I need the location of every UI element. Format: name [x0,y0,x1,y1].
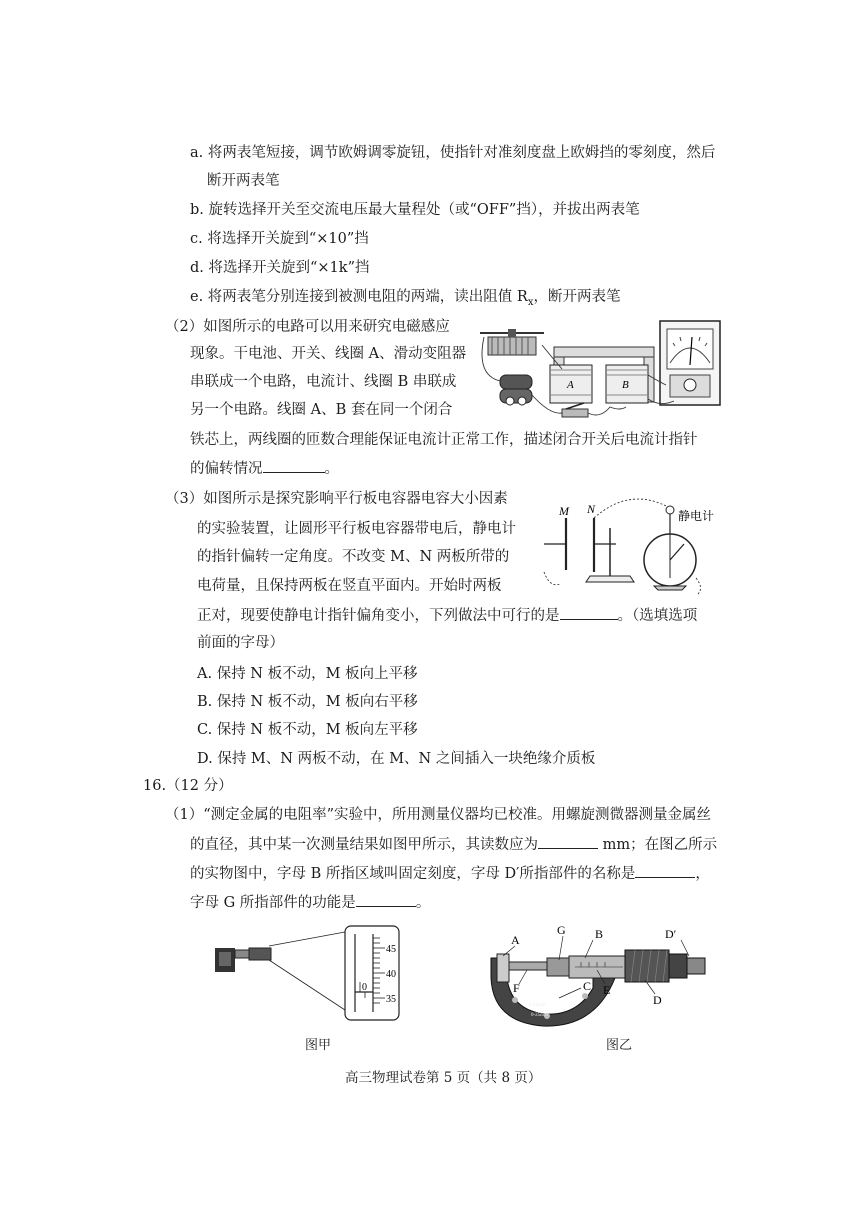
scale-tick-45: 45 [386,944,396,955]
q2-line6 [190,458,339,479]
q16-line3-end: ， [695,866,710,882]
answer-blank [635,863,695,878]
plate-n [586,518,634,582]
coil-a-label: A [567,379,574,391]
q3-line2: 的实验装置，让圆形平行板电容器带电后，静电计 [197,521,516,537]
label-d-prime: D′ [665,927,677,941]
battery [500,375,532,405]
plate-m-label: M [559,504,569,518]
scale-tick-40: 40 [386,969,396,980]
step-b: b. 旋转选择开关至交流电压最大量程处（或“OFF”挡），并拔出两表笔 [190,202,640,218]
q16-line2-text: 的直径，其中某一次测量结果如图甲所示，其读数应为 [190,837,538,853]
zoomed-scale [345,926,399,1020]
plate-n-label: N [587,502,596,516]
answer-blank [538,834,598,849]
q3-line5-end: 。（选填选项 [617,608,698,624]
q2-line2: 现象。干电池、开关、线圈 A、滑动变阻器 [190,346,467,362]
capacitor-electroscope-figure [530,488,730,598]
q2-line1: （2）如图所示的电路可以用来研究电磁感应 [165,319,450,335]
q16-line4-end: 。 [415,895,431,911]
scale-tick-0: 0 [362,982,367,993]
q3-line1: （3）如图所示是探究影响平行板电容器电容大小因素 [165,491,508,507]
q2-line6-text: 的偏转情况 [190,461,263,477]
switch [562,403,588,417]
q3-option-d: D. 保持 M、N 两板不动，在 M、N 之间插入一块绝缘介质板 [197,751,596,767]
label-d: D [653,993,662,1007]
label-f: F [513,981,520,995]
frame-text-precision: 0.01mm [529,1003,546,1008]
q16-line2-end: mm；在图乙所示 [602,837,718,853]
micrometer-frame [491,950,705,1026]
q2-line3: 串联成一个电路，电流计、线圈 B 串联成 [190,374,457,390]
induction-apparatus-figure [470,315,725,425]
plate-m [544,518,566,570]
q2-line4: 另一个电路。线圈 A、B 套在同一个闭合 [190,402,453,418]
q3-line3: 的指针偏转一定角度。不改变 M、N 两板所带的 [197,549,510,565]
electroscope-label: 静电计 [678,509,715,523]
q16-line4-text: 字母 G 所指部件的功能是 [190,895,356,911]
micrometer-reading-figure [205,920,405,1030]
q16-header: 16.（12 分） [143,778,233,794]
q3-line5 [197,605,697,626]
micrometer-parts-figure [485,918,725,1030]
answer-blank [560,605,618,620]
rheostat [480,329,544,355]
step-e [190,287,620,313]
q3-option-b: B. 保持 N 板不动，M 板向右平移 [197,694,418,710]
q16-line3-text: 的实物图中，字母 B 所指区域叫固定刻度，字母 D′所指部件的名称是 [190,866,636,882]
coil-a [550,365,592,403]
q3-line5-text: 正对，现要使静电计指针偏角变小，下列做法中可行的是 [197,608,560,624]
step-d: d. 将选择开关旋到“×1k”挡 [190,260,370,276]
coil-b-label: B [622,379,629,391]
q16-line3 [190,863,710,884]
figure-yi-caption: 图乙 [606,1038,633,1053]
answer-blank [356,892,416,907]
coil-b [606,365,648,403]
label-g: G [557,923,566,937]
q3-option-c: C. 保持 N 板不动，M 板向左平移 [197,722,418,738]
micrometer-small [215,948,271,972]
q3-option-a: A. 保持 N 板不动，M 板向上平移 [197,666,418,682]
q3-line6: 前面的字母） [197,635,284,651]
step-e-text2: ，断开两表笔 [533,289,621,305]
label-b: B [595,927,604,941]
q2-line6-end: 。 [324,461,339,477]
figure-jia-caption: 图甲 [305,1038,332,1053]
step-e-subscript: x [527,296,534,308]
label-e: E [603,983,611,997]
step-c: c. 将选择开关旋到“×10”挡 [190,231,369,247]
scale-tick-35: 35 [386,994,396,1005]
step-e-text1: e. 将两表笔分别连接到被测电阻的两端，读出阻值 R [190,289,528,305]
step-a-line1: a. 将两表笔短接，调节欧姆调零旋钮，使指针对准刻度盘上欧姆挡的零刻度，然后 [190,145,716,161]
label-c: C [583,979,592,993]
answer-blank [263,458,325,473]
label-a: A [511,933,520,947]
q16-line2 [190,834,717,855]
frame-text-range: 0-25mm [531,1013,548,1018]
q16-line4 [190,892,430,913]
page-footer: 高三物理试卷第 5 页（共 8 页） [345,1070,542,1086]
q16-line1: （1）“测定金属的电阻率”实验中，所用测量仪器均已校准。用螺旋测微器测量金属丝 [165,807,712,823]
q2-line5: 铁芯上，两线圈的匝数合理能保证电流计正常工作，描述闭合开关后电流计指针 [190,432,698,448]
q3-line4: 电荷量，且保持两板在竖直平面内。开始时两板 [197,578,502,594]
step-a-line2: 断开两表笔 [207,173,280,189]
galvanometer [660,321,720,405]
